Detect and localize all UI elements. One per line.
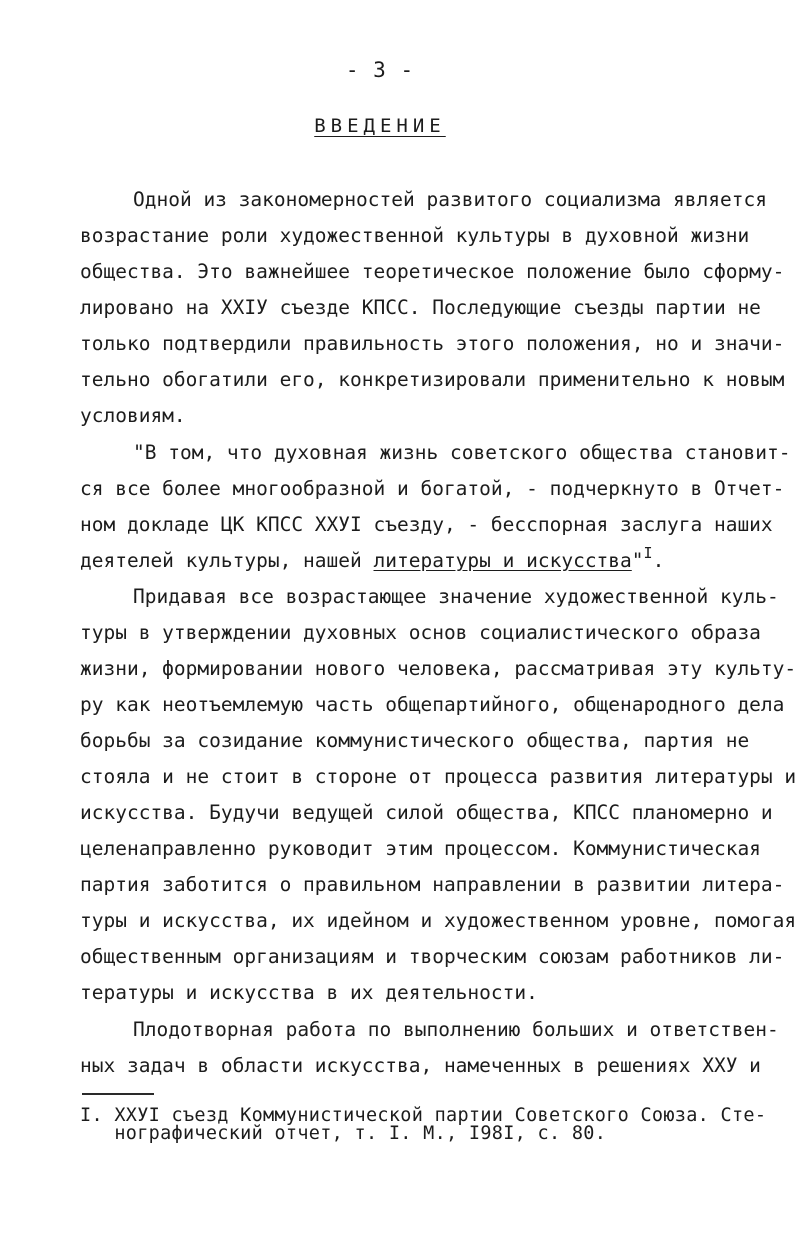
text-line: общества. Это важнейшее теоретическое положение было сформу- bbox=[80, 260, 785, 283]
text-line: стояла и не стоит в стороне от процесса развития литературы и bbox=[80, 765, 796, 788]
footnote-line: нографический отчет, т. I. М., I98I, с. 80. bbox=[80, 1123, 607, 1144]
text-line: партия заботится о правильном направлении в развитии литера- bbox=[80, 873, 785, 896]
text-line: борьбы за созидание коммунистического общества, партия не bbox=[80, 729, 750, 752]
page-number: - 3 - bbox=[345, 58, 415, 82]
text-span: деятелей культуры, нашей bbox=[80, 549, 374, 572]
text-line: целенаправленно руководит этим процессом. Коммунистическая bbox=[80, 837, 761, 860]
text-line: возрастание роли художественной культуры в духовной жизни bbox=[80, 224, 750, 247]
text-line: туры в утверждении духовных основ социалистического образа bbox=[80, 621, 761, 644]
text-line: ру как неотъемлемую часть общепартийного, общенародного дела bbox=[80, 693, 785, 716]
text-line: жизни, формировании нового человека, рассматривая эту культу- bbox=[80, 657, 796, 680]
text-line-with-citation bbox=[80, 544, 665, 574]
text-line: "В том, что духовная жизнь советского общества становит- bbox=[133, 441, 791, 464]
text-line: ном докладе ЦК КПСС ХХУI съезду, - бесспорная заслуга наших bbox=[80, 513, 773, 536]
text-line: лировано на ХХIУ съезде КПСС. Последующие съезды партии не bbox=[80, 296, 761, 319]
text-line: туры и искусства, их идейном и художественном уровне, помогая bbox=[80, 909, 796, 932]
text-line: тельно обогатили его, конкретизировали применительно к новым bbox=[80, 368, 785, 391]
text-line: Плодотворная работа по выполнению больших и ответствен- bbox=[133, 1018, 779, 1041]
underlined-quote: литературы и искусства bbox=[373, 549, 632, 572]
section-heading: ВВЕДЕНИЕ bbox=[314, 115, 446, 137]
text-line: ся все более многообразной и богатой, - подчеркнуто в Отчет- bbox=[80, 477, 785, 500]
text-line: искусства. Будучи ведущей силой общества, КПСС планомерно и bbox=[80, 801, 773, 824]
closing-quote: " bbox=[631, 549, 644, 572]
text-line: условиям. bbox=[80, 404, 186, 427]
footnote-divider bbox=[82, 1093, 154, 1095]
text-line: только подтвердили правильность этого положения, но и значи- bbox=[80, 332, 785, 355]
footnote-marker: I bbox=[643, 544, 653, 562]
text-line: ных задач в области искусства, намеченных в решениях ХХУ и bbox=[80, 1054, 761, 1077]
text-line: Придавая все возрастающее значение художественной куль- bbox=[133, 585, 779, 608]
text-line: общественным организациям и творческим союзам работников ли- bbox=[80, 945, 785, 968]
text-span: . bbox=[652, 549, 665, 572]
text-line: Одной из закономерностей развитого социализма является bbox=[133, 188, 767, 211]
footnote-line: I. ХХУI съезд Коммунистической партии Советского Союза. Сте- bbox=[80, 1105, 767, 1126]
text-line: тературы и искусства в их деятельности. bbox=[80, 981, 538, 1004]
